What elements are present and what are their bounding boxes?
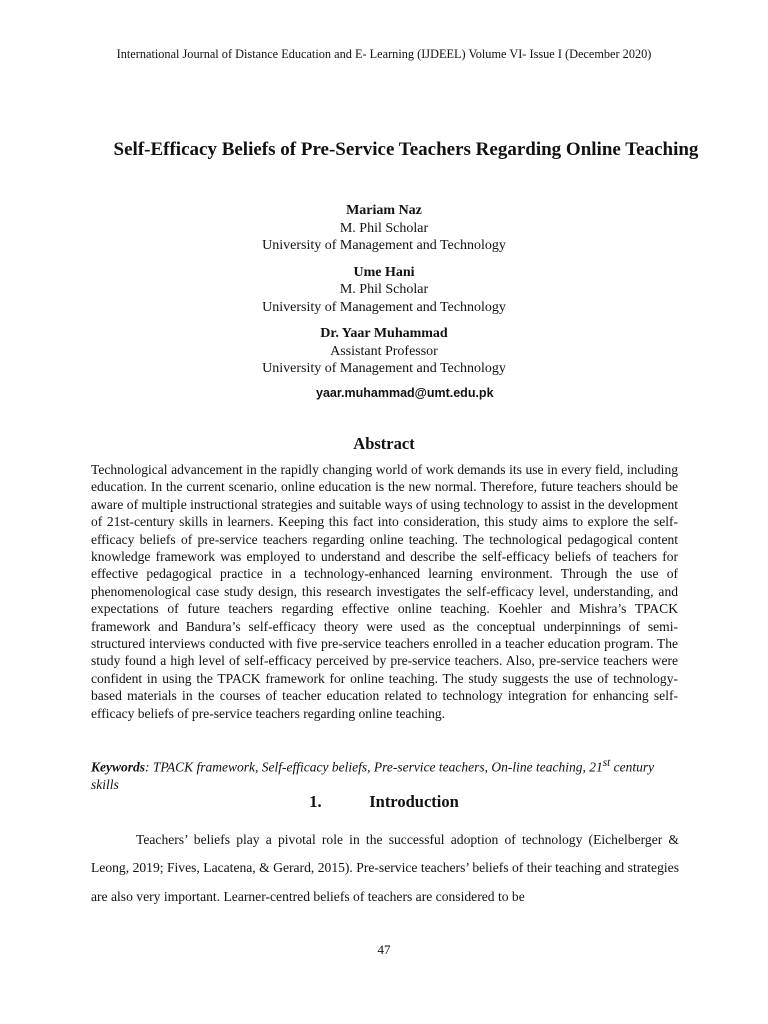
- author-list: [0, 202, 768, 387]
- section-number: 1.: [309, 792, 322, 811]
- author-block: [0, 264, 768, 317]
- author-role: M. Phil Scholar: [339, 282, 429, 297]
- section-title: Introduction: [369, 792, 459, 811]
- author-block: [0, 202, 768, 255]
- keywords-tail: century skills: [91, 759, 655, 792]
- keywords-superscript: st: [602, 757, 611, 769]
- author-name: Ume Hani: [353, 264, 415, 280]
- keywords-text: : TPACK framework, Self-efficacy beliefs, Pre-service teachers, On-line teaching, 21: [145, 759, 603, 775]
- keywords-line: [91, 755, 678, 793]
- author-role: Assistant Professor: [330, 343, 438, 359]
- author-affiliation: University of Management and Technology: [262, 299, 506, 315]
- author-name: Mariam Naz: [346, 203, 422, 218]
- journal-header: International Journal of Distance Education and E- Learning (IJDEEL) Volume VI- Issue I (December 2020): [116, 47, 652, 61]
- author-block: [0, 325, 768, 378]
- keywords-label: Keywords: [91, 759, 145, 775]
- abstract-text: Technological advancement in the rapidly changing world of work demands its use in every field, including education. In the current scenario, online education is the new normal. Therefore, future teachers should be aware of multiple instructional strategies and suitable ways of using technology to assist in the development of 21st-century skills in learners. Keeping this fact into consideration, this study aims to explore the self-efficacy beliefs of pre-service teachers regarding online teaching. The technological pedagogical content knowledge framework was employed to understand and describe the self-efficacy beliefs of teachers for effective pedagogical practice in a technology-enhanced learning environment. Through the use of phenomenological case study design, this research investigates the self-efficacy level, understanding, and expectations of future teachers regarding effective online teaching. Koehler and Mishra’s TPACK framework and Bandura’s self-efficacy theory were used as the conceptual underpinnings of semi-structured interviews conducted with five pre-service teachers enrolled in a teacher education program. The study found a high level of self-efficacy perceived by pre-service teachers. Also, pre-service teachers were confident in using the TPACK framework for online teaching. The study suggests the use of technology-based materials in the courses of teacher education related to technology integration for enhancing self-efficacy beliefs of pre-service teachers regarding online teaching.: [91, 462, 678, 721]
- paper-title: Self-Efficacy Beliefs of Pre-Service Teachers Regarding Online Teaching: [113, 139, 699, 160]
- abstract-heading: Abstract: [353, 434, 415, 453]
- page-number: 47: [377, 942, 391, 957]
- author-role: M. Phil Scholar: [339, 220, 429, 236]
- section-heading-introduction: [0, 792, 768, 812]
- author-affiliation: University of Management and Technology: [262, 238, 506, 253]
- author-email: yaar.muhammad@umt.edu.pk: [316, 386, 494, 400]
- author-name: Dr. Yaar Muhammad: [320, 326, 448, 341]
- introduction-paragraph: Teachers’ beliefs play a pivotal role in the successful adoption of technology (Eichelberger & Leong, 2019; Fives, Lacatena, & Gerard, 2015). Pre-service teachers’ beliefs of their teaching and strategies are also very important. Learner-centred beliefs of teachers are considered to be: [91, 832, 679, 904]
- author-affiliation: University of Management and Technology: [262, 361, 506, 376]
